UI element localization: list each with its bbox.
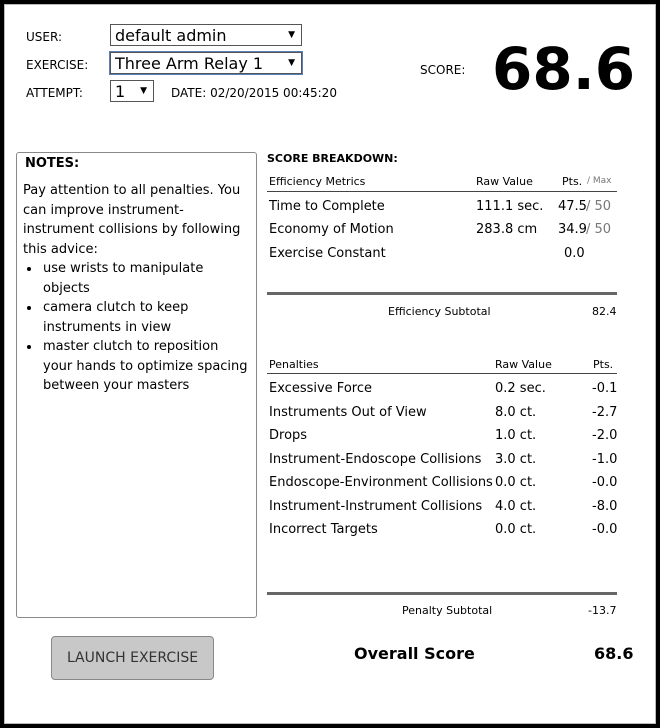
divider bbox=[267, 592, 617, 595]
notes-title: NOTES: bbox=[25, 156, 80, 171]
list-item: • master clutch to reposition your hands to optimize spacing between your masters bbox=[41, 337, 251, 396]
penalty-row-raw: 8.0 ct. bbox=[495, 405, 537, 420]
exercise-select[interactable] bbox=[110, 52, 302, 74]
divider bbox=[267, 191, 617, 192]
efficiency-subtotal-label: Efficiency Subtotal bbox=[388, 305, 491, 318]
penalty-row-raw: 0.0 ct. bbox=[495, 522, 537, 537]
efficiency-row-name: Time to Complete bbox=[269, 199, 385, 214]
efficiency-row-pts: 47.5 bbox=[558, 199, 587, 214]
efficiency-row-pts: 0.0 bbox=[564, 246, 585, 261]
penalty-row-name: Instruments Out of View bbox=[269, 405, 427, 420]
user-select[interactable] bbox=[110, 24, 302, 46]
notes-advice-list bbox=[23, 259, 251, 396]
list-item: • use wrists to manipulate objects bbox=[41, 259, 251, 298]
penalty-row-name: Instrument-Endoscope Collisions bbox=[269, 452, 482, 467]
efficiency-row-pts: 34.9 bbox=[558, 222, 587, 237]
penalty-subtotal-value: -13.7 bbox=[588, 604, 617, 617]
penalty-row-raw: 4.0 ct. bbox=[495, 499, 537, 514]
penalty-row-pts: -0.0 bbox=[592, 475, 618, 490]
list-item: • camera clutch to keep instruments in view bbox=[41, 298, 251, 337]
penalty-row-raw: 1.0 ct. bbox=[495, 428, 537, 443]
breakdown-title: SCORE BREAKDOWN: bbox=[267, 152, 398, 165]
penalty-subtotal-label: Penalty Subtotal bbox=[402, 604, 493, 617]
penalty-row-pts: -2.0 bbox=[592, 428, 618, 443]
overall-score-label: Overall Score bbox=[354, 644, 475, 663]
penalty-row-name: Endoscope-Environment Collisions bbox=[269, 475, 493, 490]
attempt-date: DATE: 02/20/2015 00:45:20 bbox=[171, 86, 337, 100]
efficiency-row-name: Exercise Constant bbox=[269, 246, 386, 261]
chevron-down-icon: ▼ bbox=[288, 30, 295, 40]
chevron-down-icon: ▼ bbox=[288, 58, 295, 68]
efficiency-header-pts: Pts. bbox=[562, 175, 583, 188]
penalty-row-raw: 3.0 ct. bbox=[495, 452, 537, 467]
attempt-select[interactable] bbox=[110, 80, 154, 102]
efficiency-row-max: / 50 bbox=[586, 222, 612, 237]
efficiency-header-max: / Max bbox=[587, 176, 612, 186]
exercise-label: EXERCISE: bbox=[26, 58, 89, 72]
divider bbox=[267, 292, 617, 295]
penalty-row-name: Incorrect Targets bbox=[269, 522, 378, 537]
penalty-row-raw: 0.2 sec. bbox=[495, 381, 546, 396]
efficiency-header-raw: Raw Value bbox=[476, 175, 533, 188]
efficiency-header-metric: Efficiency Metrics bbox=[269, 175, 366, 188]
efficiency-row-max: / 50 bbox=[586, 199, 612, 214]
efficiency-subtotal-value: 82.4 bbox=[592, 305, 617, 318]
attempt-label: ATTEMPT: bbox=[26, 86, 83, 100]
attempt-select-value: 1 bbox=[115, 82, 126, 101]
notes-intro: Pay attention to all penalties. You can improve instrument-instrument collisions by following this advice: bbox=[23, 183, 241, 257]
efficiency-row-raw: 283.8 cm bbox=[476, 222, 538, 237]
notes-box bbox=[16, 152, 257, 618]
divider bbox=[267, 373, 617, 374]
launch-exercise-button[interactable]: LAUNCH EXERCISE bbox=[51, 636, 214, 680]
penalty-row-raw: 0.0 ct. bbox=[495, 475, 537, 490]
exercise-select-value: Three Arm Relay 1 bbox=[115, 54, 264, 73]
score-panel bbox=[4, 4, 656, 724]
efficiency-row-raw: 111.1 sec. bbox=[476, 199, 544, 214]
penalties-header-pts: Pts. bbox=[593, 358, 614, 371]
penalty-row-pts: -1.0 bbox=[592, 452, 618, 467]
overall-score-value: 68.6 bbox=[594, 644, 634, 663]
penalty-row-pts: -0.1 bbox=[592, 381, 618, 396]
efficiency-row-name: Economy of Motion bbox=[269, 222, 394, 237]
penalty-row-name: Excessive Force bbox=[269, 381, 372, 396]
user-label: USER: bbox=[26, 30, 62, 44]
score-label: SCORE: bbox=[420, 63, 466, 77]
penalty-row-name: Instrument-Instrument Collisions bbox=[269, 499, 483, 514]
score-value: 68.6 bbox=[492, 35, 636, 103]
chevron-down-icon: ▼ bbox=[140, 86, 147, 96]
notes-body bbox=[23, 181, 251, 396]
penalty-row-name: Drops bbox=[269, 428, 308, 443]
penalty-row-pts: -2.7 bbox=[592, 405, 618, 420]
penalties-header-metric: Penalties bbox=[269, 358, 319, 371]
penalty-row-pts: -0.0 bbox=[592, 522, 618, 537]
user-select-value: default admin bbox=[115, 26, 227, 45]
penalties-header-raw: Raw Value bbox=[495, 358, 552, 371]
penalty-row-pts: -8.0 bbox=[592, 499, 618, 514]
